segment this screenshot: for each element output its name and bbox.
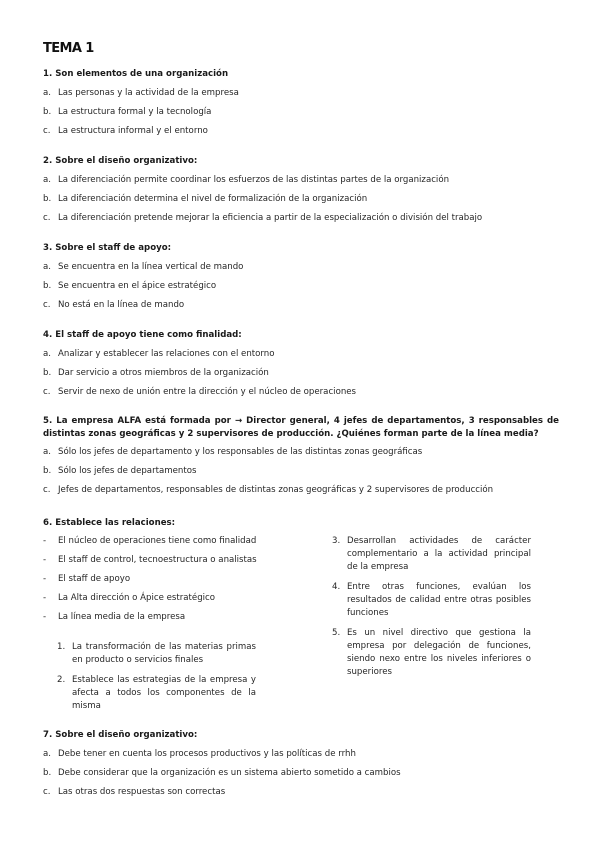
question-heading: 1. Son elementos de una organización [43,69,229,79]
option-c: c. No está en la línea de mando [43,300,185,310]
option-b: b. Dar servicio a otros miembros de la organización [43,368,269,378]
question-1 [43,67,559,143]
option-c: c. La estructura informal y el entorno [43,126,208,136]
relation-item: - El staff de control, tecnoestructura o analistas [43,555,257,565]
question-5 [43,415,559,502]
question-heading: 7. Sobre el diseño organizativo: [43,730,198,740]
option-b: b. Sólo los jefes de departamentos [43,466,197,476]
question-2 [43,154,559,230]
option-c: c. Servir de nexo de unión entre la dirección y el núcleo de operaciones [43,387,357,397]
arrow-icon: → [234,416,243,426]
page-title: TEMA 1 [43,41,94,56]
option-c: c. La diferenciación pretende mejorar la eficiencia a partir de la especialización o división del trabajo [43,213,483,223]
option-b: b. La estructura formal y la tecnología [43,107,212,117]
option-a: a. La diferenciación permite coordinar los esfuerzos de las distintas partes de la organización [43,175,450,185]
relation-item: - La línea media de la empresa [43,612,186,622]
option-c: c. Las otras dos respuestas son correctas [43,787,226,797]
relation-item: - El núcleo de operaciones tiene como finalidad [43,536,257,546]
relation-definition: 3. Desarrollan actividades de carácter complementario a la actividad principal de la empresa [332,536,531,572]
question-heading: 2. Sobre el diseño organizativo: [43,156,198,166]
relation-definition: 1. La transformación de las materias primas en producto o servicios finales [57,642,256,665]
relations-left-numbered [57,641,256,720]
option-c: c. Jefes de departamentos, responsables de distintas zonas geográficas y 2 supervisores de producción [43,485,494,495]
question-heading: 4. El staff de apoyo tiene como finalidad: [43,330,242,340]
relations-right-column [332,535,531,686]
option-b: b. La diferenciación determina el nivel de formalización de la organización [43,194,368,204]
relation-definition: 5. Es un nivel directivo que gestiona la empresa por delegación de funciones, siendo nexo entre los niveles inferiores o superiores [332,628,531,677]
option-b: b. Debe considerar que la organización es un sistema abierto sometido a cambios [43,768,401,778]
option-a: a. Analizar y establecer las relaciones con el entorno [43,349,275,359]
option-b: b. Se encuentra en el ápice estratégico [43,281,217,291]
relations-left-column [43,535,258,630]
relation-definition: 2. Establece las estrategias de la empresa y afecta a todos los componentes de la misma [57,675,256,711]
option-a: a. Se encuentra en la línea vertical de mando [43,262,244,272]
question-heading: 6. Establece las relaciones: [43,518,176,528]
relation-item: - El staff de apoyo [43,574,131,584]
relation-definition: 4. Entre otras funciones, evalúan los resultados de calidad entre otras posibles funciones [332,582,531,618]
question-7 [43,728,559,804]
relation-item: - La Alta dirección o Ápice estratégico [43,593,216,603]
question-6-heading-wrap [43,516,559,530]
option-a: a. Sólo los jefes de departamento y los responsables de las distintas zonas geográficas [43,447,423,457]
question-heading: 3. Sobre el staff de apoyo: [43,243,172,253]
question-4 [43,328,559,404]
option-a: a. Debe tener en cuenta los procesos productivos y las políticas de rrhh [43,749,356,759]
question-heading: 5. La empresa ALFA está formada por → Director general, 4 jefes de departamentos, 3 responsables de distintas zonas geográficas y 2 supervisores de producción. ¿Quiénes forman parte de la línea media? [43,416,559,439]
option-a: a. Las personas y la actividad de la empresa [43,88,239,98]
question-3 [43,241,559,317]
